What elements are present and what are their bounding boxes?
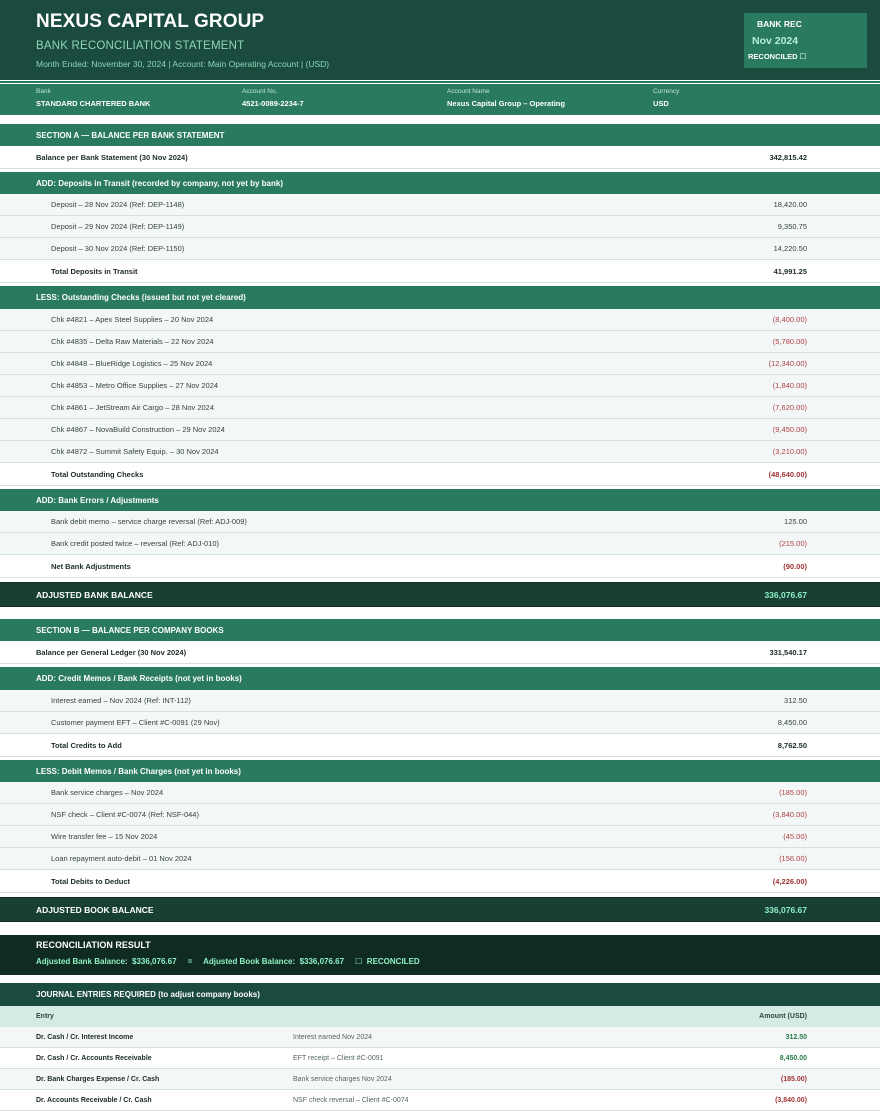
currency-info <box>653 88 679 108</box>
total-amount: (4,226.00) <box>772 876 807 886</box>
row-amount: 8,450.00 <box>777 718 807 727</box>
credit-memos-header <box>0 667 880 690</box>
row-amount: (5,780.00) <box>772 337 807 346</box>
deposit-row <box>0 238 880 260</box>
row-label: Chk #4821 – Apex Steel Supplies – 20 Nov 2024 <box>51 315 214 324</box>
deposits-header <box>0 172 880 194</box>
journal-description: NSF check reversal – Client #C-0074 <box>293 1096 409 1104</box>
row-amount: (8,400.00) <box>772 315 807 324</box>
row-label: Loan repayment auto-debit – 01 Nov 2024 <box>51 854 192 863</box>
account-number-info <box>242 88 304 108</box>
debits-total-row <box>0 870 880 893</box>
ledger-balance-row <box>0 641 880 664</box>
report-meta: Month Ended: November 30, 2024 | Account: Main Operating Account | (USD) <box>36 59 330 69</box>
total-label: Total Debits to Deduct <box>51 876 131 886</box>
journal-amount: 8,450.00 <box>779 1054 807 1062</box>
row-amount: 9,350.75 <box>777 222 807 231</box>
badge-status: RECONCILED ☐ <box>748 52 807 61</box>
check-row <box>0 331 880 353</box>
header-divider <box>0 81 880 83</box>
account-number-value: 4521-0089-2234-7 <box>242 99 304 108</box>
row-label: Chk #4867 – NovaBuild Construction – 29 Nov 2024 <box>51 425 225 434</box>
adjusted-amount: 336,076.67 <box>764 589 807 600</box>
group-title: LESS: Outstanding Checks (issued but not yet cleared) <box>36 293 246 302</box>
adjusted-book-balance-row <box>0 897 880 922</box>
debit-row <box>0 804 880 826</box>
adjustment-row <box>0 533 880 555</box>
row-amount: (3,840.00) <box>772 810 807 819</box>
journal-amount: 312.50 <box>785 1033 807 1041</box>
account-info-bar <box>0 84 880 115</box>
row-label: Deposit – 28 Nov 2024 (Ref: DEP-1148) <box>51 200 185 209</box>
journal-entry: Dr. Cash / Cr. Interest Income <box>36 1033 134 1041</box>
total-amount: 41,991.25 <box>773 266 807 276</box>
journal-description: Interest earned Nov 2024 <box>293 1033 372 1041</box>
row-amount: (3,210.00) <box>772 447 807 456</box>
row-label: Chk #4853 – Metro Office Supplies – 27 Nov 2024 <box>51 381 219 390</box>
checks-total-row <box>0 463 880 486</box>
row-amount: 14,220.50 <box>773 244 807 253</box>
deposit-row <box>0 194 880 216</box>
journal-entry: Dr. Bank Charges Expense / Cr. Cash <box>36 1075 160 1083</box>
row-amount: 125.00 <box>784 517 807 526</box>
debit-memos-header <box>0 760 880 782</box>
status-badge <box>744 13 867 68</box>
journal-row <box>0 1090 880 1111</box>
journal-amount: (3,840.00) <box>775 1096 807 1104</box>
adjustment-row <box>0 511 880 533</box>
row-amount: (215.00) <box>779 539 807 548</box>
total-label: Net Bank Adjustments <box>51 561 131 571</box>
badge-period: Nov 2024 <box>752 35 799 47</box>
row-amount: 18,420.00 <box>773 200 807 209</box>
total-label: Total Deposits in Transit <box>51 266 138 276</box>
check-row <box>0 441 880 463</box>
bank-statement-balance-row <box>0 146 880 169</box>
row-amount: 342,815.42 <box>769 152 807 162</box>
journal-row <box>0 1027 880 1048</box>
currency-label: Currency <box>653 88 680 95</box>
row-label: Deposit – 29 Nov 2024 (Ref: DEP-1149) <box>51 222 185 231</box>
check-row <box>0 375 880 397</box>
report-title: BANK RECONCILIATION STATEMENT <box>36 40 245 52</box>
deposits-total-row <box>0 260 880 283</box>
adjusted-label: ADJUSTED BOOK BALANCE <box>36 904 154 915</box>
row-amount: 312.50 <box>784 696 807 705</box>
column-entry: Entry <box>36 1013 54 1020</box>
row-label: Chk #4861 – JetStream Air Cargo – 28 Nov 2024 <box>51 403 215 412</box>
outstanding-checks-header <box>0 286 880 309</box>
journal-header <box>0 983 880 1006</box>
deposit-row <box>0 216 880 238</box>
credit-row <box>0 712 880 734</box>
total-amount: (90.00) <box>783 561 807 571</box>
adjusted-amount: 336,076.67 <box>764 904 807 915</box>
section-a-header <box>0 124 880 146</box>
group-title: ADD: Credit Memos / Bank Receipts (not yet in books) <box>36 674 242 683</box>
reconciliation-result <box>0 935 880 975</box>
total-amount: (48,640.00) <box>768 469 807 479</box>
journal-description: EFT receipt – Client #C-0091 <box>293 1054 384 1062</box>
journal-entry: Dr. Accounts Receivable / Cr. Cash <box>36 1096 152 1104</box>
badge-title: BANK REC <box>757 19 802 29</box>
credit-row <box>0 690 880 712</box>
check-row <box>0 353 880 375</box>
row-label: Interest earned – Nov 2024 (Ref: INT-112) <box>51 696 191 705</box>
row-label: Balance per General Ledger (30 Nov 2024) <box>36 647 187 657</box>
row-amount: (45.00) <box>783 832 807 841</box>
group-title: ADD: Bank Errors / Adjustments <box>36 495 159 505</box>
result-detail: Adjusted Bank Balance: $336,076.67 = Adjusted Book Balance: $336,076.67 ☐ RECONCILED <box>36 957 420 966</box>
adjustments-total-row <box>0 555 880 578</box>
section-title: SECTION A — BALANCE PER BANK STATEMENT <box>36 130 225 140</box>
bank-label: Bank <box>36 88 51 95</box>
total-label: Total Outstanding Checks <box>51 469 144 479</box>
report-header <box>0 0 880 80</box>
column-amount: Amount (USD) <box>759 1013 807 1020</box>
row-label: Chk #4848 – BlueRidge Logistics – 25 Nov 2024 <box>51 359 213 368</box>
journal-row <box>0 1069 880 1090</box>
section-b-header <box>0 619 880 641</box>
account-name-info <box>447 88 565 108</box>
result-title: RECONCILIATION RESULT <box>36 940 151 950</box>
row-amount: (7,620.00) <box>772 403 807 412</box>
journal-amount: (185.00) <box>780 1075 807 1083</box>
row-label: Wire transfer fee – 15 Nov 2024 <box>51 832 158 841</box>
row-label: Bank debit memo – service charge reversal (Ref: ADJ-009) <box>51 517 247 526</box>
check-row <box>0 397 880 419</box>
account-name-value: Nexus Capital Group – Operating <box>447 99 565 108</box>
group-title: ADD: Deposits in Transit (recorded by company, not yet by bank) <box>36 178 284 188</box>
debit-row <box>0 848 880 870</box>
row-label: Balance per Bank Statement (30 Nov 2024) <box>36 152 188 162</box>
journal-row <box>0 1048 880 1069</box>
journal-column-headers <box>0 1006 880 1027</box>
account-name-label: Account Name <box>447 88 490 95</box>
row-label: NSF check – Client #C-0074 (Ref: NSF-044) <box>51 810 199 819</box>
row-label: Chk #4835 – Delta Raw Materials – 22 Nov 2024 <box>51 337 214 346</box>
row-label: Customer payment EFT – Client #C-0091 (29 Nov) <box>51 718 220 727</box>
currency-value: USD <box>653 99 669 108</box>
debit-row <box>0 826 880 848</box>
row-amount: (12,340.00) <box>768 359 807 368</box>
total-label: Total Credits to Add <box>51 740 122 750</box>
journal-entry: Dr. Cash / Cr. Accounts Receivable <box>36 1054 152 1062</box>
debit-row <box>0 782 880 804</box>
journal-description: Bank service charges Nov 2024 <box>293 1075 392 1083</box>
adjusted-label: ADJUSTED BANK BALANCE <box>36 589 153 600</box>
row-amount: (9,450.00) <box>772 425 807 434</box>
check-row <box>0 309 880 331</box>
company-name: NEXUS CAPITAL GROUP <box>36 11 265 32</box>
bank-info <box>36 88 150 108</box>
adjusted-bank-balance-row <box>0 582 880 607</box>
section-title: SECTION B — BALANCE PER COMPANY BOOKS <box>36 625 224 635</box>
group-title: LESS: Debit Memos / Bank Charges (not yet in books) <box>36 766 241 776</box>
total-amount: 8,762.50 <box>777 740 807 750</box>
credits-total-row <box>0 734 880 757</box>
bank-errors-header <box>0 489 880 511</box>
journal-title: JOURNAL ENTRIES REQUIRED (to adjust company books) <box>36 990 260 999</box>
row-amount: (1,840.00) <box>772 381 807 390</box>
check-row <box>0 419 880 441</box>
row-label: Bank credit posted twice – reversal (Ref: ADJ-010) <box>51 539 219 548</box>
row-amount: (185.00) <box>779 788 807 797</box>
row-label: Deposit – 30 Nov 2024 (Ref: DEP-1150) <box>51 244 185 253</box>
account-number-label: Account No. <box>242 88 278 95</box>
row-amount: (156.00) <box>779 854 807 863</box>
row-amount: 331,540.17 <box>769 647 807 657</box>
row-label: Chk #4872 – Summit Safety Equip. – 30 Nov 2024 <box>51 447 219 456</box>
row-label: Bank service charges – Nov 2024 <box>51 788 164 797</box>
bank-value: STANDARD CHARTERED BANK <box>36 99 151 108</box>
